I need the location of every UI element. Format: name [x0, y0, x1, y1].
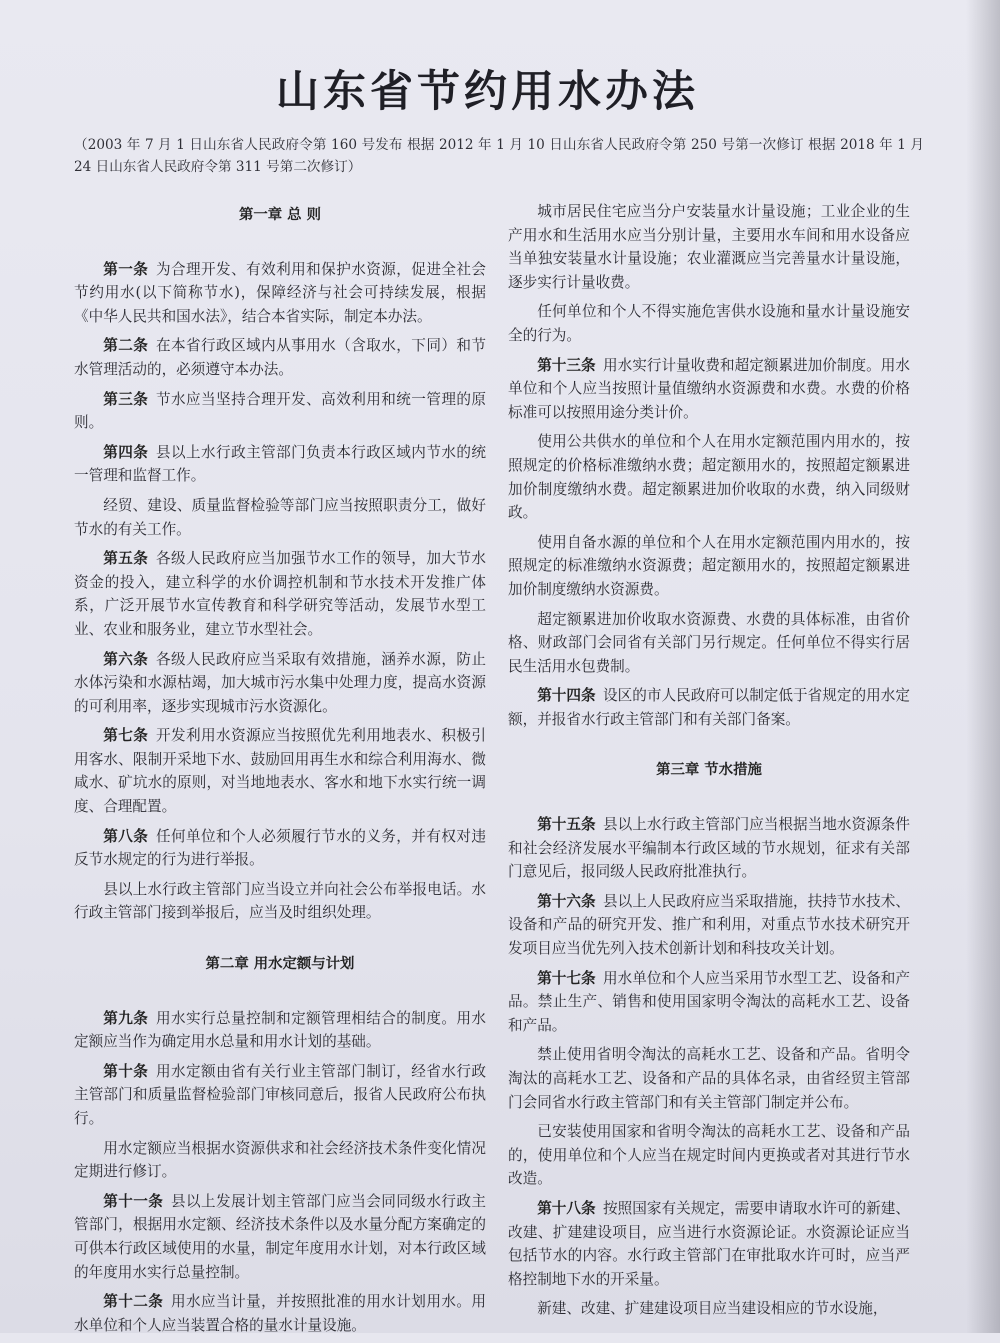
right-column: [508, 200, 910, 1327]
paragraph: 县以上水行政主管部门应当设立并向社会公布举报电话。水行政主管部门接到举报后，应当及时组织处理。: [74, 880, 486, 922]
paragraph: 超定额累进加价收取水资源费、水费的具体标准，由省价格、财政部门会同省有关部门另行规定。任何单位不得实行居民生活用水包费制。: [508, 610, 910, 675]
article-number: 第十六条: [537, 892, 596, 910]
article-number: 第十七条: [537, 969, 596, 987]
page-edge-shadow: [966, 0, 1000, 1333]
article-number: 第八条: [103, 827, 149, 845]
article-text: 县以上水行政主管部门负责本行政区域内节水的统一管理和监督工作。: [74, 443, 486, 485]
article-text: 用水定额由省有关行业主管部门制订，经省水行政主管部门和质量监督检验部门审核同意后，报省人民政府公布执行。: [74, 1062, 486, 1127]
article-number: 第九条: [103, 1009, 149, 1027]
article-11: [74, 1190, 486, 1284]
article-14: [508, 684, 910, 731]
article-18: [508, 1197, 910, 1291]
article-text: 节水应当坚持合理开发、高效利用和统一管理的原则。: [74, 390, 486, 432]
article-text: 县以上发展计划主管部门应当会同同级水行政主管部门，根据用水定额、经济技术条件以及水量分配方案确定的可供本行政区域使用的水量，制定年度用水计划，对本行政区域的年度用水实行总量控制。: [74, 1192, 486, 1281]
article-number: 第十八条: [537, 1199, 596, 1217]
article-text: 县以上人民政府应当采取措施，扶持节水技术、设备和产品的研究开发、推广和利用，对重点节水技术研究开发项目应当优先列入技术创新计划和科技攻关计划。: [508, 892, 910, 958]
article-number: 第七条: [103, 727, 149, 745]
article-text: 各级人民政府应当采取有效措施，涵养水源，防止水体污染和水源枯竭，加大城市污水集中处理力度，提高水资源的可利用率，逐步实现城市污水资源化。: [74, 650, 486, 715]
article-number: 第十四条: [537, 687, 596, 705]
article-1: [74, 258, 486, 329]
chapter-heading: 第二章 用水定额与计划: [205, 956, 355, 973]
article-text: 在本省行政区域内从事用水（含取水，下同）和节水管理活动的，必须遵守本办法。: [74, 337, 486, 378]
article-number: 第六条: [103, 650, 149, 668]
paragraph: 任何单位和个人不得实施危害供水设施和量水计量设施安全的行为。: [508, 303, 910, 344]
chapter-heading: 第三章 节水措施: [656, 762, 762, 779]
document-subtitle: （2003 年 7 月 1 日山东省人民政府令第 160 号发布 根据 2012 年 1 月 10 日山东省人民政府令第 250 号第一次修订 根据 2018 年 1 月 24 日山东省人民政府令第 311 号第二次修订）: [74, 137, 924, 175]
article-text: 用水应当计量，并按照批准的用水计划用水。用水单位和个人应当装置合格的量水计量设施。: [74, 1293, 486, 1334]
article-number: 第十五条: [537, 816, 596, 834]
article-10: [74, 1060, 486, 1131]
paragraph: 使用公共供水的单位和个人在用水定额范围内用水的，按照规定的价格标准缴纳水费；超定额用水的，按照超定额累进加价制度缴纳水费。超定额累进加价收取的水费，纳入同级财政。: [508, 433, 910, 522]
article-5: [74, 547, 486, 641]
article-number: 第十二条: [103, 1293, 164, 1311]
article-number: 第三条: [103, 390, 149, 408]
paragraph: 禁止使用省明令淘汰的高耗水工艺、设备和产品。省明令淘汰的高耗水工艺、设备和产品的具体名录，由省经贸主管部门会同省水行政主管部门和有关主管部门制定并公布。: [508, 1046, 910, 1111]
document-title: 山东省节约用水办法: [276, 67, 699, 117]
article-text: 用水单位和个人应当采用节水型工艺、设备和产品。禁止生产、销售和使用国家明令淘汰的高耗水工艺、设备和产品。: [508, 969, 910, 1034]
article-17: [508, 967, 910, 1038]
left-column: [74, 200, 486, 1343]
article-text: 开发利用水资源应当按照优先利用地表水、积极引用客水、限制开采地下水、鼓励回用再生水和综合利用海水、微咸水、矿坑水的原则，对当地地表水、客水和地下水实行统一调度、合理配置。: [74, 727, 486, 816]
article-12: [74, 1290, 486, 1337]
paragraph: 使用自备水源的单位和个人在用水定额范围内用水的，按照规定的标准缴纳水资源费；超定额用水的，按照超定额累进加价制度缴纳水资源费。: [508, 533, 910, 598]
article-text: 用水实行总量控制和定额管理相结合的制度。用水定额应当作为确定用水总量和用水计划的基础。: [74, 1009, 486, 1051]
article-number: 第十条: [103, 1062, 149, 1080]
article-16: [508, 890, 910, 961]
article-13: [508, 354, 910, 425]
article-8: [74, 825, 486, 872]
article-15: [508, 813, 910, 884]
paragraph: 已安装使用国家和省明令淘汰的高耗水工艺、设备和产品的，使用单位和个人应当在规定时间内更换或者对其进行节水改造。: [508, 1123, 910, 1188]
paragraph: 用水定额应当根据水资源供求和社会经济技术条件变化情况定期进行修订。: [74, 1139, 486, 1181]
article-text: 任何单位和个人必须履行节水的义务，并有权对违反节水规定的行为进行举报。: [74, 827, 486, 869]
article-text: 为合理开发、有效利用和保护水资源，促进全社会节约用水(以下简称节水)，保障经济与社会可持续发展，根据《中华人民共和国水法》，结合本省实际，制定本办法。: [74, 260, 486, 325]
chapter-heading: 第一章 总 则: [239, 207, 321, 223]
article-6: [74, 648, 486, 719]
article-number: 第四条: [103, 443, 149, 461]
article-number: 第一条: [103, 260, 149, 278]
article-text: 县以上水行政主管部门应当根据当地水资源条件和社会经济发展水平编制本行政区域的节水规划，征求有关部门意见后，报同级人民政府批准执行。: [508, 816, 910, 881]
article-text: 各级人民政府应当加强节水工作的领导，加大节水资金的投入，建立科学的水价调控机制和节水技术开发推广体系，广泛开展节水宣传教育和科学研究等活动，发展节水型工业、农业和服务业，建立节水型社会。: [74, 550, 486, 638]
article-number: 第十三条: [537, 356, 596, 374]
article-text: 用水实行计量收费和超定额累进加价制度。用水单位和个人应当按照计量值缴纳水资源费和水费。水费的价格标准可以按照用途分类计价。: [508, 356, 910, 421]
article-text: 设区的市人民政府可以制定低于省规定的用水定额，并报省水行政主管部门和有关部门备案。: [508, 687, 910, 728]
article-4: [74, 441, 486, 488]
paragraph: 新建、改建、扩建建设项目应当建设相应的节水设施，: [537, 1300, 888, 1318]
article-3: [74, 388, 486, 435]
paragraph: 城市居民住宅应当分户安装量水计量设施；工业企业的生产用水和生活用水应当分别计量，主要用水车间和用水设备应当单独安装量水计量设施；农业灌溉应当完善量水计量设施，逐步实行计量收费。: [508, 203, 910, 291]
article-number: 第二条: [103, 337, 149, 355]
article-number: 第五条: [103, 550, 149, 568]
article-7: [74, 724, 486, 818]
article-9: [74, 1007, 486, 1054]
article-text: 按照国家有关规定，需要申请取水许可的新建、改建、扩建建设项目，应当进行水资源论证。水资源论证应当包括节水的内容。水行政主管部门在审批取水许可时，应当严格控制地下水的开采量。: [508, 1199, 910, 1288]
article-2: [74, 334, 486, 381]
paragraph: 经贸、建设、质量监督检验等部门应当按照职责分工，做好节水的有关工作。: [74, 496, 486, 538]
article-number: 第十一条: [103, 1192, 164, 1210]
